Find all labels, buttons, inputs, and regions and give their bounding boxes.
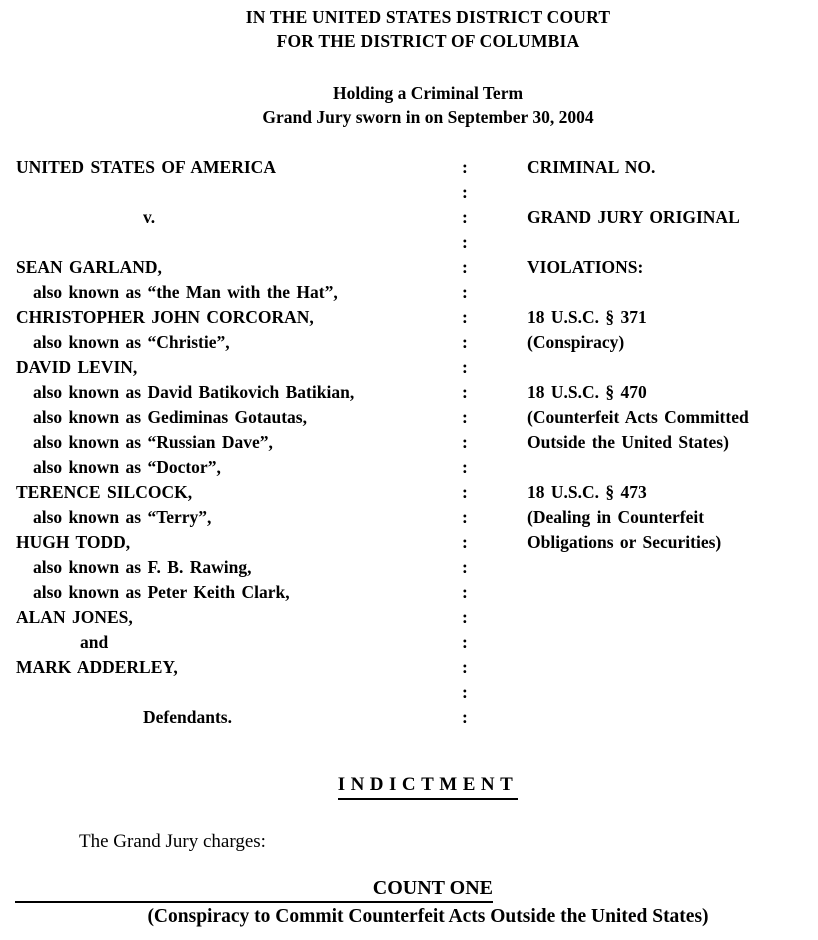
caption-left-cell: also known as Peter Keith Clark, [33,582,290,602]
caption-left-cell: also known as “the Man with the Hat”, [33,282,338,302]
caption-right-cell: 18 U.S.C. § 473 [527,482,647,502]
caption-left-cell: also known as Gediminas Gotautas, [33,407,307,427]
caption-left-cell: also known as “Terry”, [33,507,212,527]
caption-left-cell: SEAN GARLAND, [16,257,162,277]
caption-separator: : [462,707,468,727]
caption-separator: : [462,557,468,577]
caption-separator: : [462,682,468,702]
caption-left-cell: v. [143,207,156,227]
caption-left-cell [16,230,462,255]
caption-left-cell: UNITED STATES OF AMERICA [16,157,276,177]
caption-right-cell: (Counterfeit Acts Committed [527,407,749,427]
caption-left-cell: TERENCE SILCOCK, [16,482,193,502]
count-one-heading [15,875,493,903]
caption-table [16,155,818,730]
caption-left-cell: DAVID LEVIN, [16,357,138,377]
caption-right-cell: GRAND JURY ORIGINAL [527,207,740,227]
caption-separator: : [462,432,468,452]
caption-right-cell [527,280,818,305]
caption-right-cell [527,705,818,730]
caption-separator: : [462,257,468,277]
caption-separator: : [462,357,468,377]
caption-left-cell: Defendants. [143,707,232,727]
caption-right-cell: VIOLATIONS: [527,257,644,277]
caption-right-cell [527,355,818,380]
caption-right-cell: Outside the United States) [527,432,729,452]
term-line2: Grand Jury sworn in on September 30, 2004 [262,107,594,127]
caption-separator: : [462,482,468,502]
caption-right-cell [527,580,818,605]
caption-right-cell [527,230,818,255]
count-one-title: COUNT ONE [372,877,493,899]
caption-left-cell: also known as David Batikovich Batikian, [33,382,355,402]
caption-right-cell: 18 U.S.C. § 371 [527,307,647,327]
caption-separator: : [462,182,468,202]
caption-right-cell [527,180,818,205]
caption-left-cell: and [80,632,109,652]
caption-separator: : [462,207,468,227]
caption-separator: : [462,507,468,527]
caption-separator: : [462,282,468,302]
term-header [0,81,818,129]
caption-separator: : [462,407,468,427]
term-line1: Holding a Criminal Term [332,83,524,103]
caption-separator: : [462,607,468,627]
caption-right-cell [527,455,818,480]
caption-right-cell [527,605,818,630]
caption-separator: : [462,382,468,402]
caption-separator: : [462,157,468,177]
caption-left-cell: CHRISTOPHER JOHN CORCORAN, [16,307,314,327]
caption-left-cell: also known as “Russian Dave”, [33,432,273,452]
caption-left-cell: ALAN JONES, [16,607,133,627]
court-name-line2: FOR THE DISTRICT OF COLUMBIA [276,31,580,51]
caption-right-cell: CRIMINAL NO. [527,157,656,177]
caption-left-cell: also known as “Doctor”, [33,457,221,477]
caption-separator: : [462,632,468,652]
caption-right-cell: (Dealing in Counterfeit [527,507,705,527]
court-name-line1: IN THE UNITED STATES DISTRICT COURT [245,7,611,27]
indictment-heading: INDICTMENT [338,772,519,800]
caption-right-cell [527,655,818,680]
caption-separator: : [462,657,468,677]
grand-jury-charges-line: The Grand Jury charges: [79,831,266,852]
indictment-heading-wrap [0,772,818,800]
caption-left-cell: MARK ADDERLEY, [16,657,178,677]
caption-separator: : [462,532,468,552]
caption-separator: : [462,307,468,327]
caption-right-cell: (Conspiracy) [527,332,625,352]
caption-left-cell: also known as F. B. Rawing, [33,557,252,577]
caption-separator: : [462,582,468,602]
caption-left-cell: also known as “Christie”, [33,332,230,352]
caption-right-cell [527,630,818,655]
caption-right-cell [527,555,818,580]
caption-separator: : [462,457,468,477]
caption-separator: : [462,232,468,252]
count-one-subtitle: (Conspiracy to Commit Counterfeit Acts Outside the United States) [147,906,709,927]
caption-left-cell [16,680,462,705]
caption-right-cell: Obligations or Securities) [527,532,722,552]
court-header [0,5,818,53]
caption-right-cell: 18 U.S.C. § 470 [527,382,647,402]
caption-separator: : [462,332,468,352]
caption-left-cell: HUGH TODD, [16,532,131,552]
caption-left-cell [16,180,462,205]
caption-right-cell [527,680,818,705]
